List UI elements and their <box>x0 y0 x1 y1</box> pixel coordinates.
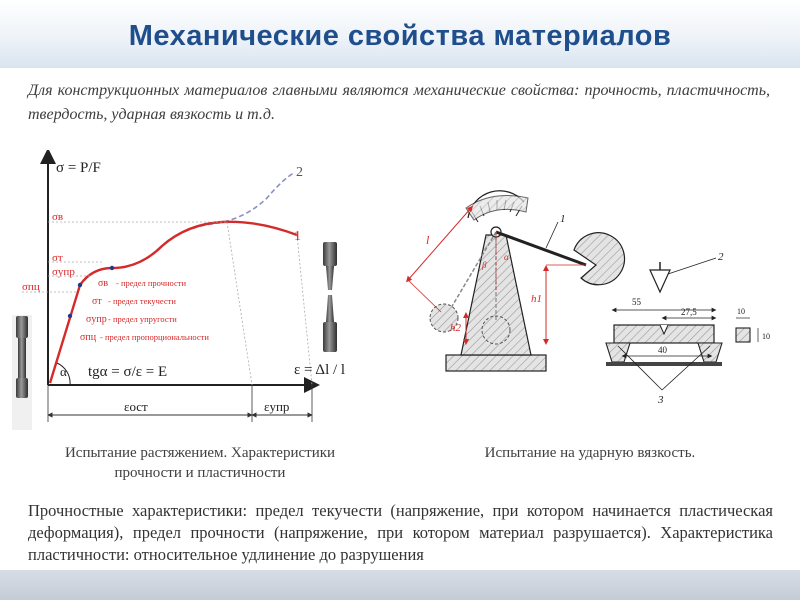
legend-symbol: σпц <box>80 332 97 343</box>
legend-text: - предел текучести <box>108 296 176 306</box>
legend-text: - предел прочности <box>116 278 187 288</box>
label-alpha: α <box>504 252 509 262</box>
pendulum-hammer <box>574 233 624 285</box>
part-label-2: 2 <box>718 251 724 263</box>
sigma-label-elastic: σупр <box>52 266 75 278</box>
legend-symbol: σт <box>92 296 102 307</box>
strain-residual-label: εост <box>124 399 148 414</box>
label-h1: h1 <box>531 293 542 305</box>
legend-text: - предел упругости <box>108 314 177 324</box>
specimen-broken-image <box>312 236 352 366</box>
sigma-label-strength: σв <box>52 211 64 223</box>
specimen-section <box>736 328 750 342</box>
legend-text: - предел пропорциональности <box>100 332 209 342</box>
striker-knife <box>650 270 670 292</box>
sigma-label-proportional: σпц <box>22 281 40 293</box>
tensile-diagram <box>12 150 380 430</box>
specimen-unbroken-image <box>12 315 32 430</box>
dim-55: 55 <box>632 297 641 307</box>
pendulum-base <box>446 355 546 371</box>
curve-2-label: 2 <box>296 165 303 180</box>
legend-symbol: σв <box>98 278 109 289</box>
dim-27-5: 27,5 <box>681 307 697 317</box>
x-axis-label: ε = Δl / l <box>294 362 346 378</box>
angle-label: α <box>60 364 67 379</box>
caption-tensile: Испытание растяжением. Характеристики прочности и пластичности <box>64 445 336 481</box>
slide-title: Механические свойства материалов <box>128 20 672 52</box>
y-axis-label: σ = P/F <box>56 160 101 176</box>
impact-test-diagram <box>396 150 782 410</box>
label-h2: h2 <box>450 322 461 334</box>
summary-text: Прочностные характеристики: предел текучести (напряжение, при котором начинается пластическая деформация), предел прочности (напряжение, при котором материал разрушается). Характеристика пластичности: относительное удлинение до разрушения <box>28 501 773 564</box>
slope-formula: tgα = σ/ε = E <box>88 364 168 380</box>
part-label-3: 3 <box>658 394 664 406</box>
part-label-1: 1 <box>560 213 566 225</box>
dim-10-height: 10 <box>762 332 770 341</box>
label-beta: β <box>482 260 487 270</box>
dim-10-width: 10 <box>737 307 745 316</box>
footer-band <box>0 570 800 600</box>
curve-1-label: 1 <box>294 229 301 244</box>
sigma-label-yield: σт <box>52 252 63 264</box>
strain-elastic-label: εупр <box>264 399 290 414</box>
intro-text: Для конструкционных материалов главными являются механические свойства: прочность, пластичность, твердость, ударная вязкость и т.д. <box>28 82 770 123</box>
caption-impact: Испытание на ударную вязкость. <box>484 445 696 461</box>
dim-40: 40 <box>658 345 667 355</box>
label-l: l <box>426 233 430 247</box>
legend-symbol: σупр <box>86 314 107 325</box>
sigma-legend <box>80 278 209 343</box>
